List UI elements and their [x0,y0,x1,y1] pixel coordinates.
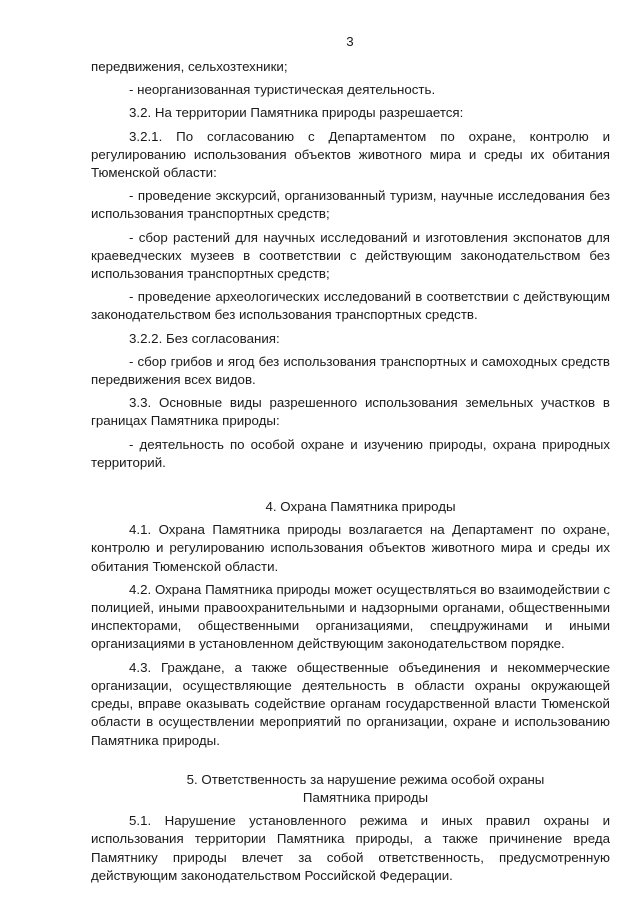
section-heading: 4. Охрана Памятника природы [265,499,456,515]
paragraph: передвижения, сельхозтехники; [91,59,288,74]
paragraph: 3.2.1. По согласованию с Департаментом по охране, контролю и регулированию использования объектов животного мира и среды их обитания Тюменской области: [91,128,610,181]
paragraph: - проведение экскурсий, организованный туризм, научные исследования без использования транспортных средств; [91,188,610,222]
paragraph: 3.3. Основные виды разрешенного использования земельных участков в границах Памятника природы: [91,395,610,429]
section-heading-line: Памятника природы [302,789,429,805]
paragraph: 4.1. Охрана Памятника природы возлагается на Департамент по охране, контролю и регулированию использования объектов животного мира и среды их обитания Тюменской области. [91,522,610,574]
paragraph: - сбор грибов и ягод без использования транспортных и самоходных средств передвижения всех видов. [91,353,610,388]
paragraph: - проведение археологических исследований в соответствии с действующим законодательством без использования транспортных средств. [91,289,610,323]
paragraph: 3.2.2. Без согласования: [129,330,280,346]
paragraph: 3.2. На территории Памятника природы разрешается: [129,105,464,121]
paragraph: - неорганизованная туристическая деятельность. [129,82,436,98]
page-number: 3 [346,34,354,49]
document-body [91,58,610,885]
paragraph: 5.1. Нарушение установленного режима и иных правил охраны и использования территории Памятника природы, а также причинение вреда Памятнику природы влечет за собой ответственность, предусмотренную действующим законодательством Российской Федерации. [91,813,610,883]
paragraph: - сбор растений для научных исследований и изготовления экспонатов для краеведческих музеев в соответствии с действующим законодательством без использования транспортных средств; [91,229,610,282]
section-heading-line: 5. Ответственность за нарушение режима особой охраны [186,771,545,787]
paragraph: 4.2. Охрана Памятника природы может осуществляться во взаимодействии с полицией, иными правоохранительными и надзорными органами, общественными инспекторами, общественными организациями, спецдружинами и иными организациями в установленном действующим законодательством порядке. [91,581,610,652]
paragraph: 4.3. Граждане, а также общественные объединения и некоммерческие организации, осуществляющие деятельность в области охраны окружающей среды, вправе оказывать содействие органам государственной власти Тюменской области в осуществлении мероприятий по организации, охране и использованию Памятника природы. [91,659,610,748]
paragraph: - деятельность по особой охране и изучению природы, охрана природных территорий. [91,436,610,470]
section-heading [91,771,610,807]
